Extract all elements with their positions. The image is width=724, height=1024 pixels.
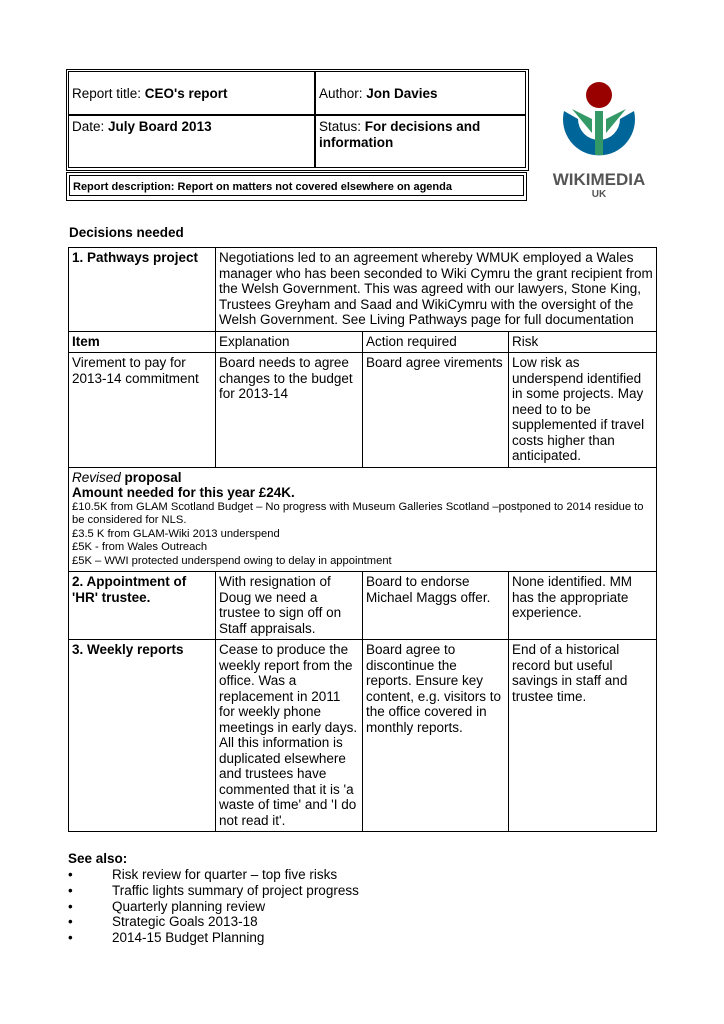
bullet-icon: • (68, 914, 73, 930)
row2-action: Board to endorse Michael Maggs offer. (363, 572, 509, 640)
bullet-icon: • (68, 898, 73, 914)
revised-proposal (69, 467, 657, 572)
table-row (69, 640, 657, 832)
status-cell: Status: For decisions and information (315, 115, 526, 168)
column-header-risk: Risk (509, 331, 657, 353)
logo-sub: UK (591, 189, 607, 200)
row2-explanation: With resignation of Doug we need a trustee to sign off on Staff appraisals. (216, 572, 363, 640)
column-header-action: Action required (363, 331, 509, 353)
row2-risk: None identified. MM has the appropriate experience. (509, 572, 657, 640)
bullet-icon: • (68, 930, 73, 946)
date-cell: Date: July Board 2013 (68, 115, 315, 168)
see-also (68, 851, 359, 946)
report-status: For decisions and information (319, 119, 481, 150)
table-row (69, 353, 657, 468)
column-header-item: Item (69, 331, 216, 353)
list-item: • Traffic lights summary of project progress (68, 882, 359, 898)
table-row (69, 572, 657, 640)
proposal-label: proposal (120, 469, 182, 485)
title-cell: Report title: CEO's report (68, 71, 315, 115)
row3-action: Board agree to discontinue the reports. Ensure key content, e.g. visitors to the office covered in monthly reports. (363, 640, 509, 832)
list-item: • Quarterly planning review (68, 898, 266, 914)
row1-explanation: Board needs to agree changes to the budget for 2013-14 (216, 353, 363, 468)
author-cell: Author: Jon Davies (315, 71, 526, 115)
proposal-line: £10.5K from GLAM Scotland Budget – No progress with Museum Galleries Scotland –postponed to 2014 residue to be considered for NLS. (72, 500, 644, 526)
decisions-table (68, 247, 657, 832)
proposal-line: £5K - from Wales Outreach (72, 541, 208, 553)
bullet-icon: • (68, 867, 73, 882)
report-title: CEO's report (144, 86, 228, 101)
row1-action: Board agree virements (363, 353, 509, 468)
logo-wordmark: WIKIMEDIA (552, 170, 646, 189)
proposal-line: £5K – WWI protected underspend owing to delay in appointment (72, 554, 392, 567)
pathways-title: 1. Pathways project (69, 248, 216, 332)
description-box (66, 172, 527, 201)
report-date: July Board 2013 (108, 119, 212, 134)
section-title: Decisions needed (69, 225, 184, 240)
row3-item: 3. Weekly reports (69, 640, 216, 832)
report-description: Report description: Report on matters not covered elsewhere on agenda (69, 175, 524, 196)
column-header-explanation: Explanation (216, 331, 363, 353)
bullet-icon: • (68, 882, 73, 898)
list-item: • Risk review for quarter – top five risks (68, 867, 338, 882)
row3-explanation: Cease to produce the weekly report from the office. Was a replacement in 2011 for weekly phone meetings in early days. All this information is duplicated elsewhere and trustees have commented that it is 'a waste of time' and 'I do not read it'. (216, 640, 363, 832)
list-item: • 2014-15 Budget Planning (68, 930, 265, 946)
amount-needed: Amount needed for this year £24K. (72, 485, 295, 500)
see-also-title: See also: (68, 851, 128, 866)
proposal-line: £3.5 K from GLAM-Wiki 2013 underspend (72, 527, 280, 540)
list-item: • Strategic Goals 2013-18 (68, 914, 258, 930)
pathways-text: Negotiations led to an agreement whereby WMUK employed a Wales manager who has been seconded to Wiki Cymru the grant recipient from the Welsh Government. This was agreed with our lawyers, Stone King, Trustees Greyham and Saad and WikiCymru with the oversight of the Welsh Government. See Living Pathways page for full documentation (216, 248, 657, 332)
table-row (69, 248, 657, 332)
row2-item: 2. Appointment of 'HR' trustee. (69, 572, 216, 640)
row1-item: Virement to pay for 2013-14 commitment (69, 353, 216, 468)
row1-risk: Low risk as underspend identified in some projects. May need to to be supplemented if travel costs higher than anticipated. (509, 353, 657, 468)
row3-risk: End of a historical record but useful savings in staff and trustee time. (509, 640, 657, 832)
revised-label: Revised (72, 469, 121, 485)
table-header-row (69, 331, 657, 353)
wikimedia-logo-icon (540, 75, 660, 205)
author-name: Jon Davies (366, 86, 438, 101)
wikimedia-uk-logo (540, 75, 660, 205)
table-row (69, 467, 657, 572)
